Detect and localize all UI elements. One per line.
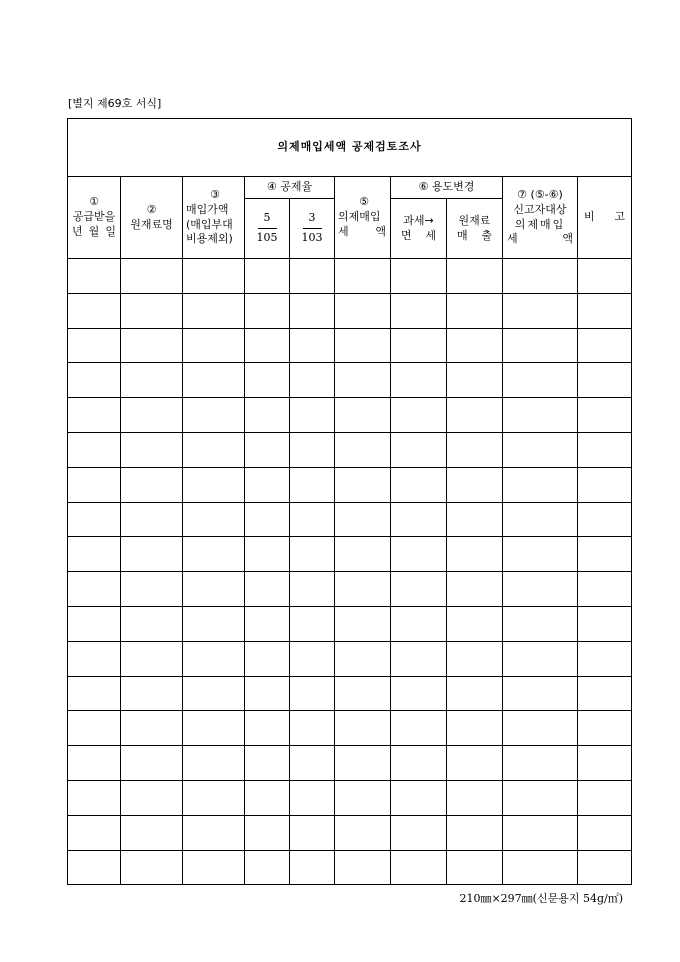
- table-cell[interactable]: [68, 363, 121, 398]
- table-cell[interactable]: [183, 746, 245, 781]
- table-cell[interactable]: [290, 641, 335, 676]
- table-row: [68, 780, 632, 815]
- table-cell[interactable]: [335, 641, 391, 676]
- table-cell[interactable]: [578, 328, 632, 363]
- table-cell[interactable]: [447, 746, 503, 781]
- table-cell[interactable]: [245, 815, 290, 850]
- table-row: [68, 606, 632, 641]
- table-cell[interactable]: [391, 328, 447, 363]
- table-cell[interactable]: [121, 502, 183, 537]
- table-cell[interactable]: [290, 711, 335, 746]
- table-cell[interactable]: [447, 398, 503, 433]
- table-cell[interactable]: [447, 676, 503, 711]
- table-cell[interactable]: [578, 606, 632, 641]
- table-cell[interactable]: [335, 572, 391, 607]
- col-purchase-amount-header: ③ 매입가액 (매입부대 비용제외): [183, 177, 245, 259]
- table-cell[interactable]: [121, 537, 183, 572]
- table-cell[interactable]: [503, 711, 578, 746]
- table-cell[interactable]: [121, 259, 183, 294]
- table-cell[interactable]: [290, 676, 335, 711]
- table-cell[interactable]: [245, 432, 290, 467]
- table-cell[interactable]: [290, 363, 335, 398]
- table-cell[interactable]: [290, 537, 335, 572]
- table-cell[interactable]: [183, 850, 245, 885]
- table-cell[interactable]: [183, 711, 245, 746]
- table-cell[interactable]: [335, 293, 391, 328]
- table-cell[interactable]: [183, 293, 245, 328]
- table-cell[interactable]: [290, 502, 335, 537]
- table-cell[interactable]: [68, 328, 121, 363]
- table-cell[interactable]: [503, 502, 578, 537]
- table-cell[interactable]: [121, 711, 183, 746]
- table-cell[interactable]: [245, 398, 290, 433]
- table-cell[interactable]: [68, 676, 121, 711]
- table-cell[interactable]: [503, 432, 578, 467]
- table-cell[interactable]: [578, 293, 632, 328]
- table-cell[interactable]: [503, 572, 578, 607]
- table-cell[interactable]: [245, 467, 290, 502]
- table-cell[interactable]: [290, 328, 335, 363]
- table-cell[interactable]: [503, 746, 578, 781]
- table-row: [68, 572, 632, 607]
- table-cell[interactable]: [578, 711, 632, 746]
- table-cell[interactable]: [447, 363, 503, 398]
- table-cell[interactable]: [290, 467, 335, 502]
- table-cell[interactable]: [335, 259, 391, 294]
- table-cell[interactable]: [183, 815, 245, 850]
- table-cell[interactable]: [503, 259, 578, 294]
- table-cell[interactable]: [245, 606, 290, 641]
- table-cell[interactable]: [447, 572, 503, 607]
- table-cell[interactable]: [447, 432, 503, 467]
- col-deemed-tax-header: ⑤ 의제매입 세 액: [335, 177, 391, 259]
- table-cell[interactable]: [335, 363, 391, 398]
- table-cell[interactable]: [578, 363, 632, 398]
- table-cell[interactable]: [68, 850, 121, 885]
- table-cell[interactable]: [183, 328, 245, 363]
- table-cell[interactable]: [578, 746, 632, 781]
- table-cell[interactable]: [245, 259, 290, 294]
- table-cell[interactable]: [578, 467, 632, 502]
- table-cell[interactable]: [447, 502, 503, 537]
- rate-5-105: 5 105: [245, 199, 290, 259]
- table-cell[interactable]: [503, 398, 578, 433]
- table-cell[interactable]: [578, 537, 632, 572]
- table-cell[interactable]: [121, 398, 183, 433]
- col1-line1: 공급받을: [72, 210, 116, 224]
- table-cell[interactable]: [183, 606, 245, 641]
- table-row: [68, 641, 632, 676]
- table-cell[interactable]: [447, 780, 503, 815]
- table-cell[interactable]: [245, 537, 290, 572]
- table-row: [68, 398, 632, 433]
- table-row: [68, 502, 632, 537]
- table-cell[interactable]: [578, 572, 632, 607]
- col-supply-date-header: ① 공급받을 년 월 일: [68, 177, 121, 259]
- table-cell[interactable]: [121, 676, 183, 711]
- table-cell[interactable]: [183, 641, 245, 676]
- table-cell[interactable]: [183, 502, 245, 537]
- table-cell[interactable]: [290, 815, 335, 850]
- table-cell[interactable]: [68, 259, 121, 294]
- table-cell[interactable]: [68, 780, 121, 815]
- table-cell[interactable]: [391, 293, 447, 328]
- table-cell[interactable]: [503, 815, 578, 850]
- table-cell[interactable]: [391, 259, 447, 294]
- table-cell[interactable]: [121, 641, 183, 676]
- table-cell[interactable]: [447, 259, 503, 294]
- table-cell[interactable]: [391, 363, 447, 398]
- table-cell[interactable]: [503, 467, 578, 502]
- table-cell[interactable]: [183, 259, 245, 294]
- table-cell[interactable]: [391, 815, 447, 850]
- table-cell[interactable]: [183, 537, 245, 572]
- table-cell[interactable]: [578, 432, 632, 467]
- table-cell[interactable]: [447, 815, 503, 850]
- table-cell[interactable]: [391, 502, 447, 537]
- table-cell[interactable]: [447, 467, 503, 502]
- table-cell[interactable]: [183, 432, 245, 467]
- table-cell[interactable]: [290, 572, 335, 607]
- table-cell[interactable]: [121, 815, 183, 850]
- table-cell[interactable]: [578, 641, 632, 676]
- table-cell[interactable]: [335, 850, 391, 885]
- table-cell[interactable]: [503, 641, 578, 676]
- table-cell[interactable]: [391, 398, 447, 433]
- table-cell[interactable]: [391, 850, 447, 885]
- deemed-input-tax-table: [67, 118, 632, 885]
- table-cell[interactable]: [391, 467, 447, 502]
- table-row: [68, 746, 632, 781]
- table-cell[interactable]: [183, 780, 245, 815]
- table-cell[interactable]: [578, 502, 632, 537]
- table-cell[interactable]: [335, 467, 391, 502]
- table-cell[interactable]: [447, 606, 503, 641]
- table-cell[interactable]: [121, 363, 183, 398]
- table-cell[interactable]: [68, 572, 121, 607]
- table-cell[interactable]: [391, 572, 447, 607]
- col-deduction-rate-header: ④ 공제율: [245, 177, 335, 199]
- table-cell[interactable]: [121, 572, 183, 607]
- table-cell[interactable]: [578, 780, 632, 815]
- table-cell[interactable]: [245, 711, 290, 746]
- table-cell[interactable]: [503, 606, 578, 641]
- table-cell[interactable]: [391, 432, 447, 467]
- col-usage-change-header: ⑥ 용도변경: [391, 177, 503, 199]
- table-cell[interactable]: [68, 537, 121, 572]
- rate-3-103: 3 103: [290, 199, 335, 259]
- form-number-label: [별지 제69호 서식]: [68, 97, 162, 110]
- table-cell[interactable]: [121, 432, 183, 467]
- table-row: [68, 815, 632, 850]
- col1-number: ①: [89, 195, 99, 209]
- table-cell[interactable]: [68, 502, 121, 537]
- table-cell[interactable]: [391, 537, 447, 572]
- paper-spec: 210㎜×297㎜(신문용지 54g/㎡): [459, 892, 623, 905]
- table-cell[interactable]: [68, 398, 121, 433]
- table-cell[interactable]: [183, 363, 245, 398]
- table-cell[interactable]: [245, 780, 290, 815]
- table-cell[interactable]: [121, 746, 183, 781]
- table-cell[interactable]: [245, 502, 290, 537]
- table-cell[interactable]: [183, 572, 245, 607]
- table-row: [68, 363, 632, 398]
- table-cell[interactable]: [245, 641, 290, 676]
- form-title: 의제매입세액 공제검토조사: [68, 119, 632, 177]
- table-cell[interactable]: [335, 502, 391, 537]
- data-rows: [68, 259, 632, 885]
- table-cell[interactable]: [503, 328, 578, 363]
- table-cell[interactable]: [68, 815, 121, 850]
- table-cell[interactable]: [68, 432, 121, 467]
- table-row: [68, 293, 632, 328]
- table-row: [68, 259, 632, 294]
- table-cell[interactable]: [391, 641, 447, 676]
- table-cell[interactable]: [245, 676, 290, 711]
- table-cell[interactable]: [335, 711, 391, 746]
- col-taxable-to-exempt: 과세→ 면 세: [391, 199, 447, 259]
- table-cell[interactable]: [68, 746, 121, 781]
- table-cell[interactable]: [578, 815, 632, 850]
- table-cell[interactable]: [335, 432, 391, 467]
- table-cell[interactable]: [121, 780, 183, 815]
- table-cell[interactable]: [447, 641, 503, 676]
- table-cell[interactable]: [290, 850, 335, 885]
- table-cell[interactable]: [503, 780, 578, 815]
- table-row: [68, 432, 632, 467]
- table-cell[interactable]: [68, 467, 121, 502]
- table-cell[interactable]: [183, 467, 245, 502]
- table-cell[interactable]: [503, 363, 578, 398]
- table-cell[interactable]: [503, 676, 578, 711]
- table-cell[interactable]: [335, 328, 391, 363]
- table-row: [68, 850, 632, 885]
- table-cell[interactable]: [578, 398, 632, 433]
- col-remarks-header: 비 고: [578, 177, 632, 259]
- table-cell[interactable]: [503, 537, 578, 572]
- table-cell[interactable]: [121, 850, 183, 885]
- table-cell[interactable]: [503, 293, 578, 328]
- table-cell[interactable]: [335, 398, 391, 433]
- col-reportable-tax-header: ⑦ (⑤-⑥) 신고자대상 의제매입 세 액: [503, 177, 578, 259]
- table-cell[interactable]: [290, 398, 335, 433]
- table-cell[interactable]: [245, 293, 290, 328]
- table-cell[interactable]: [121, 293, 183, 328]
- table-cell[interactable]: [447, 328, 503, 363]
- table-cell[interactable]: [183, 676, 245, 711]
- table-cell[interactable]: [391, 711, 447, 746]
- table-cell[interactable]: [391, 746, 447, 781]
- table-cell[interactable]: [335, 676, 391, 711]
- table-cell[interactable]: [503, 850, 578, 885]
- table-cell[interactable]: [290, 432, 335, 467]
- table-cell[interactable]: [335, 746, 391, 781]
- table-cell[interactable]: [578, 676, 632, 711]
- table-cell[interactable]: [245, 746, 290, 781]
- table-cell[interactable]: [121, 328, 183, 363]
- table-cell[interactable]: [290, 259, 335, 294]
- table-cell[interactable]: [447, 711, 503, 746]
- table-cell[interactable]: [447, 293, 503, 328]
- table-cell[interactable]: [121, 606, 183, 641]
- table-cell[interactable]: [68, 293, 121, 328]
- table-cell[interactable]: [245, 363, 290, 398]
- table-cell[interactable]: [447, 850, 503, 885]
- table-cell[interactable]: [121, 467, 183, 502]
- table-cell[interactable]: [391, 606, 447, 641]
- table-cell[interactable]: [290, 606, 335, 641]
- table-cell[interactable]: [68, 711, 121, 746]
- table-cell[interactable]: [578, 850, 632, 885]
- table-cell[interactable]: [183, 398, 245, 433]
- table-cell[interactable]: [245, 572, 290, 607]
- table-cell[interactable]: [245, 850, 290, 885]
- col-material-name-header: ② 원재료명: [121, 177, 183, 259]
- table-row: [68, 676, 632, 711]
- table-row: [68, 537, 632, 572]
- table-cell[interactable]: [245, 328, 290, 363]
- table-cell[interactable]: [290, 746, 335, 781]
- table-row: [68, 711, 632, 746]
- table-cell[interactable]: [68, 606, 121, 641]
- table-cell[interactable]: [335, 606, 391, 641]
- table-cell[interactable]: [68, 641, 121, 676]
- table-cell[interactable]: [391, 780, 447, 815]
- table-cell[interactable]: [290, 780, 335, 815]
- table-cell[interactable]: [335, 537, 391, 572]
- table-cell[interactable]: [578, 259, 632, 294]
- table-cell[interactable]: [335, 815, 391, 850]
- table-cell[interactable]: [391, 676, 447, 711]
- table-cell[interactable]: [447, 537, 503, 572]
- table-row: [68, 328, 632, 363]
- table-cell[interactable]: [335, 780, 391, 815]
- table-cell[interactable]: [290, 293, 335, 328]
- table-row: [68, 467, 632, 502]
- col-material-sales: 원재료 매 출: [447, 199, 503, 259]
